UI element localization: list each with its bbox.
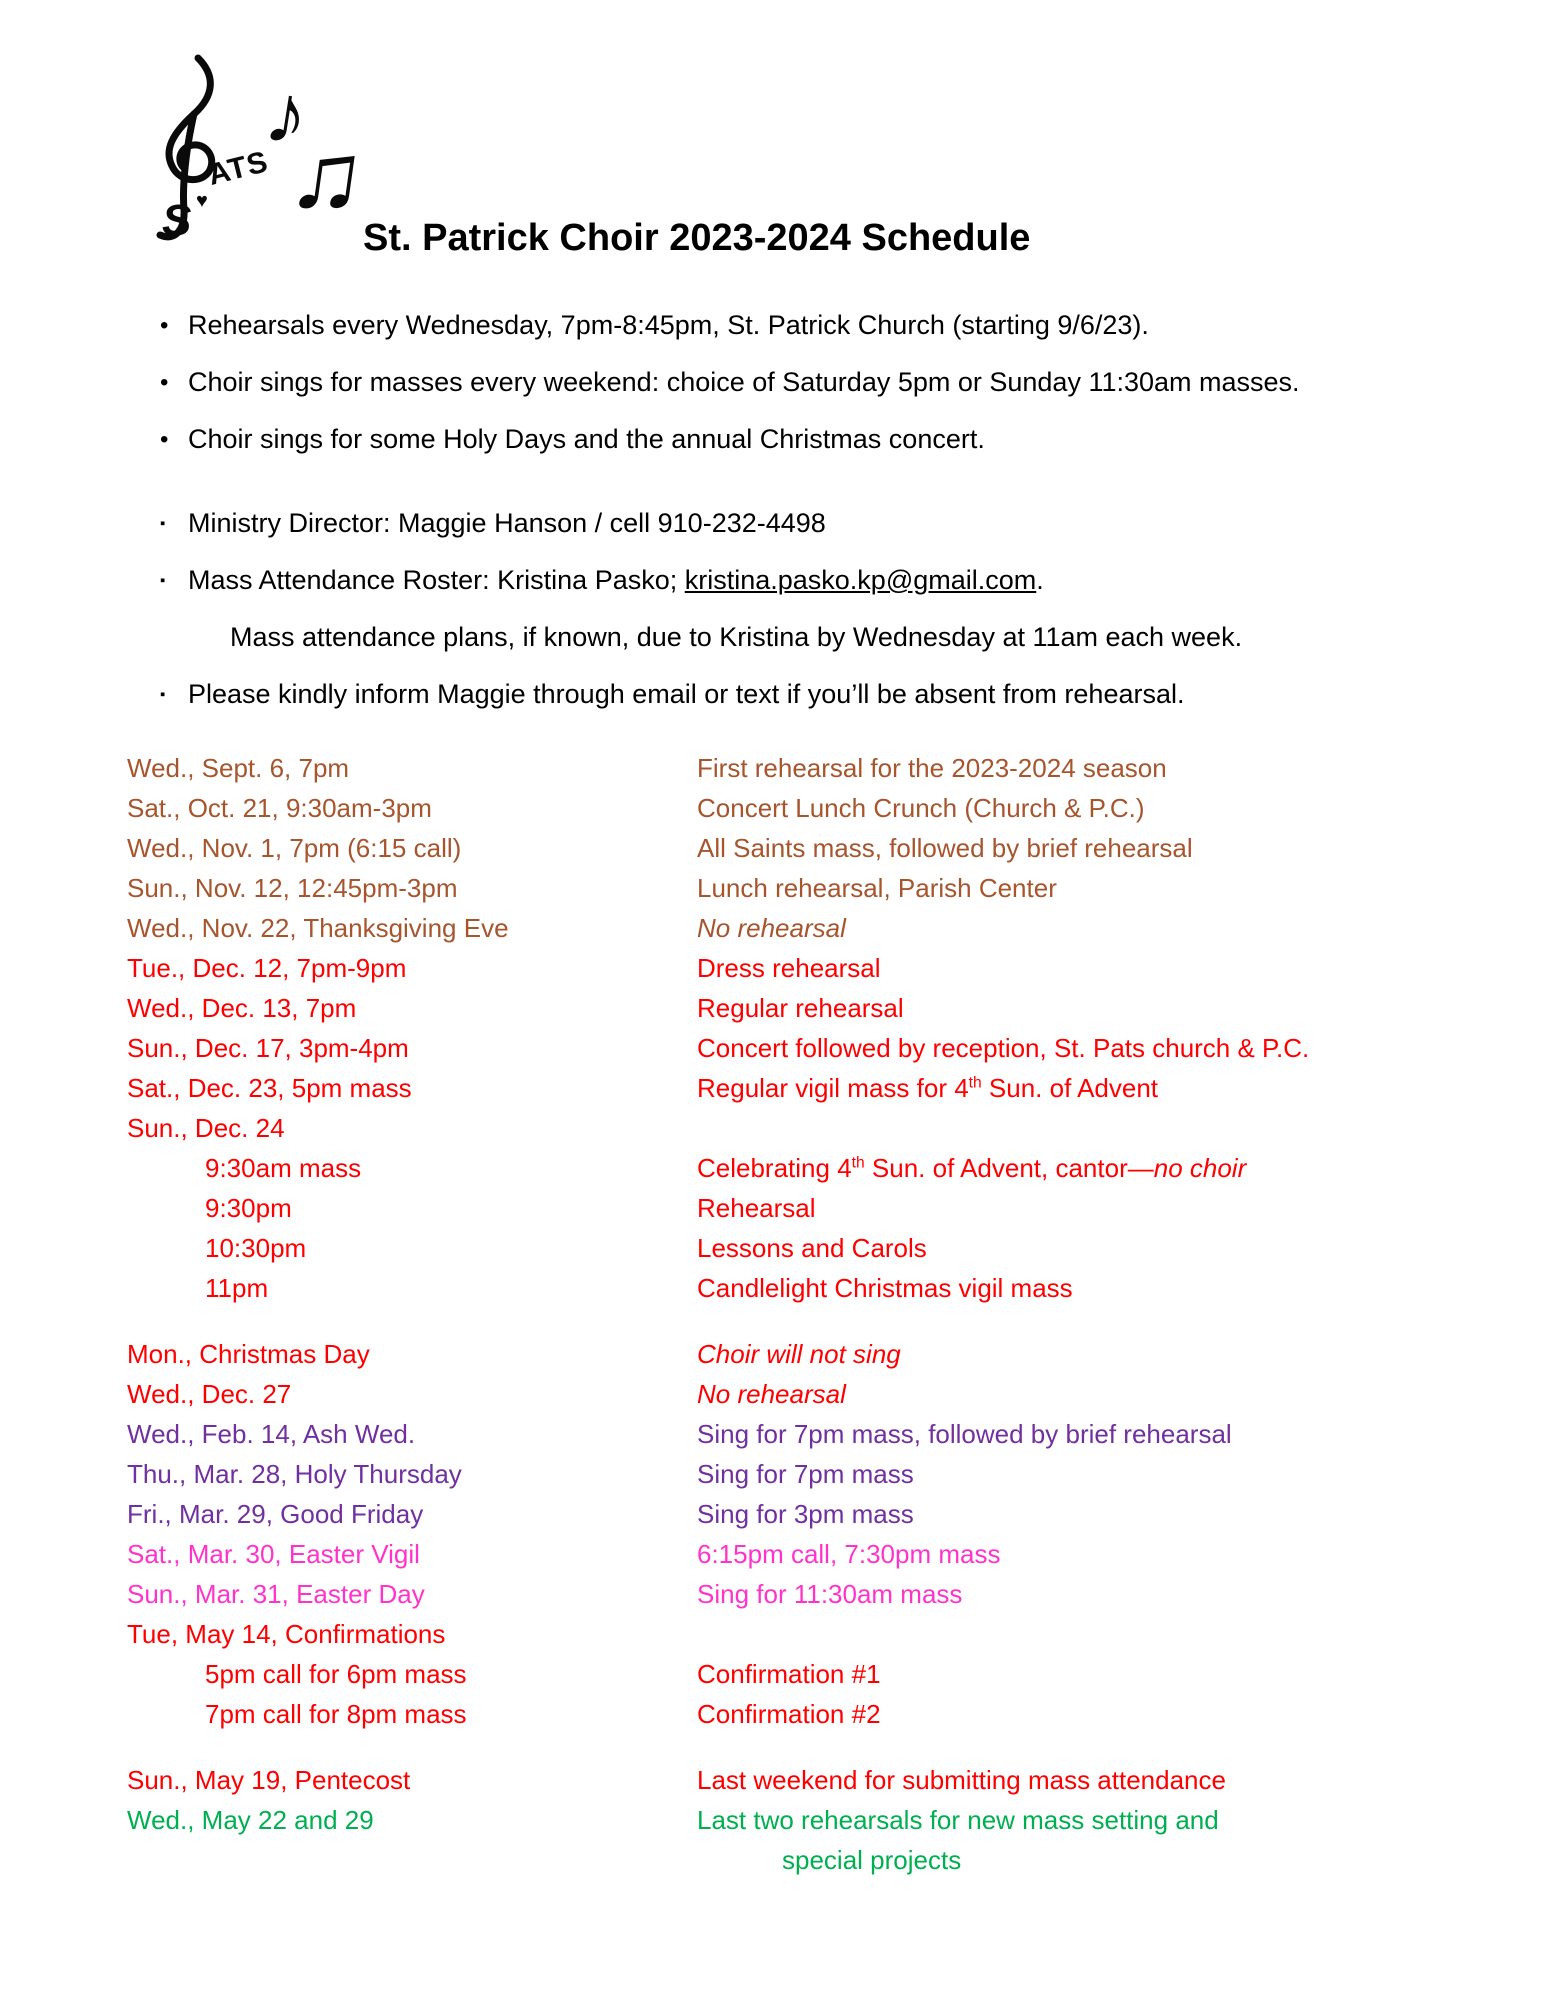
schedule-desc: Rehearsal bbox=[697, 1193, 816, 1223]
schedule-desc: Sing for 7pm mass bbox=[697, 1459, 914, 1489]
schedule-desc: Sing for 7pm mass, followed by brief rehearsal bbox=[697, 1419, 1232, 1449]
schedule-desc: Last two rehearsals for new mass setting and bbox=[697, 1805, 1219, 1835]
bullet-icon: • bbox=[160, 369, 169, 396]
list-item bbox=[160, 565, 1470, 596]
schedule-date: Wed., Nov. 22, Thanksgiving Eve bbox=[127, 913, 509, 943]
info-bullet-list bbox=[160, 508, 1470, 736]
schedule-desc bbox=[697, 1108, 1517, 1148]
schedule-desc: 6:15pm call, 7:30pm mass bbox=[697, 1539, 1001, 1569]
schedule-desc: Sing for 11:30am mass bbox=[697, 1579, 963, 1609]
schedule-desc: Lunch rehearsal, Parish Center bbox=[697, 873, 1057, 903]
schedule-row bbox=[127, 1654, 1517, 1694]
schedule-row bbox=[127, 788, 1517, 828]
schedule-row bbox=[127, 868, 1517, 908]
schedule-row bbox=[127, 1574, 1517, 1614]
schedule-desc: special projects bbox=[782, 1845, 962, 1875]
page-title: St. Patrick Choir 2023-2024 Schedule bbox=[363, 217, 1031, 260]
schedule-row bbox=[127, 1028, 1517, 1068]
schedule-desc: Candlelight Christmas vigil mass bbox=[697, 1273, 1073, 1303]
schedule-date: Tue., Dec. 12, 7pm-9pm bbox=[127, 953, 407, 983]
schedule-date: Sat., Oct. 21, 9:30am-3pm bbox=[127, 793, 432, 823]
schedule-date: Wed., Feb. 14, Ash Wed. bbox=[127, 1419, 416, 1449]
schedule-desc: Confirmation #1 bbox=[697, 1659, 881, 1689]
square-bullet-icon: ▪ bbox=[160, 686, 166, 703]
schedule-date: Sun., Dec. 24 bbox=[127, 1113, 285, 1143]
bullet-text: Rehearsals every Wednesday, 7pm-8:45pm, St. Patrick Church (starting 9/6/23). bbox=[188, 310, 1149, 340]
schedule-row bbox=[127, 1454, 1517, 1494]
eighth-note-icon: ♪ bbox=[258, 64, 316, 164]
schedule-date: Wed., Dec. 13, 7pm bbox=[127, 993, 357, 1023]
schedule-desc: First rehearsal for the 2023-2024 season bbox=[697, 753, 1167, 783]
schedule-desc: Sing for 3pm mass bbox=[697, 1499, 914, 1529]
schedule-desc: No rehearsal bbox=[697, 1379, 846, 1409]
bullet-text: Choir sings for masses every weekend: choice of Saturday 5pm or Sunday 11:30am masses. bbox=[188, 367, 1300, 397]
schedule-row bbox=[127, 908, 1517, 948]
attendance-note: Mass attendance plans, if known, due to Kristina by Wednesday at 11am each week. bbox=[230, 622, 1243, 652]
schedule-date: Fri., Mar. 29, Good Friday bbox=[127, 1499, 424, 1529]
schedule-date: Sun., Dec. 17, 3pm-4pm bbox=[127, 1033, 409, 1063]
schedule-row bbox=[127, 1228, 1517, 1268]
schedule-date: Mon., Christmas Day bbox=[127, 1339, 370, 1369]
schedule-date: Sat., Dec. 23, 5pm mass bbox=[127, 1073, 412, 1103]
logo-letter-s: S bbox=[162, 196, 192, 245]
schedule-desc: Regular vigil mass for 4th Sun. of Advent bbox=[697, 1073, 1159, 1103]
schedule-date: 5pm call for 6pm mass bbox=[205, 1659, 467, 1689]
schedule-date: Thu., Mar. 28, Holy Thursday bbox=[127, 1459, 462, 1489]
schedule-row bbox=[127, 1534, 1517, 1574]
schedule-desc: Choir will not sing bbox=[697, 1339, 901, 1369]
square-bullet-icon: ▪ bbox=[160, 572, 166, 589]
schedule-desc: Concert followed by reception, St. Pats church & P.C. bbox=[697, 1033, 1310, 1063]
list-item bbox=[160, 679, 1470, 710]
schedule-row bbox=[127, 1800, 1517, 1840]
bullet-icon: • bbox=[160, 312, 169, 339]
schedule-date: 10:30pm bbox=[205, 1233, 307, 1263]
schedule-date: 9:30am mass bbox=[205, 1153, 362, 1183]
bullet-text: Choir sings for some Holy Days and the annual Christmas concert. bbox=[188, 424, 985, 454]
schedule-desc: Celebrating 4th Sun. of Advent, cantor—no choir bbox=[697, 1153, 1247, 1183]
schedule-desc: Concert Lunch Crunch (Church & P.C.) bbox=[697, 793, 1145, 823]
schedule-row bbox=[127, 988, 1517, 1028]
schedule-row bbox=[127, 1694, 1517, 1734]
square-bullet-icon: ▪ bbox=[160, 515, 166, 532]
schedule-date: 11pm bbox=[205, 1273, 269, 1303]
list-item bbox=[160, 424, 1470, 455]
bullet-icon: • bbox=[160, 426, 169, 453]
schedule-desc: Lessons and Carols bbox=[697, 1233, 927, 1263]
reminder-text: Please kindly inform Maggie through email or text if you’ll be absent from rehearsal. bbox=[188, 679, 1185, 709]
schedule-date: Wed., Nov. 1, 7pm (6:15 call) bbox=[127, 833, 462, 863]
schedule-date: Wed., Sept. 6, 7pm bbox=[127, 753, 350, 783]
roster-before: Mass Attendance Roster: Kristina Pasko; bbox=[188, 565, 685, 595]
schedule-desc: Dress rehearsal bbox=[697, 953, 881, 983]
logo-letters-ats: ATS bbox=[204, 145, 272, 192]
schedule-date: Wed., May 22 and 29 bbox=[127, 1805, 374, 1835]
heart-icon: ♥ bbox=[196, 190, 208, 212]
schedule-row bbox=[127, 1414, 1517, 1454]
schedule-row bbox=[127, 1760, 1517, 1800]
schedule-row bbox=[127, 1494, 1517, 1534]
schedule-row bbox=[127, 1268, 1517, 1308]
schedule-row bbox=[127, 948, 1517, 988]
list-item bbox=[160, 508, 1470, 539]
director-text: Ministry Director: Maggie Hanson / cell 910-232-4498 bbox=[188, 508, 826, 538]
schedule-row bbox=[127, 1840, 1517, 1880]
schedule-date: Sat., Mar. 30, Easter Vigil bbox=[127, 1539, 420, 1569]
schedule-desc: All Saints mass, followed by brief rehearsal bbox=[697, 833, 1193, 863]
beamed-notes-icon: ♫ bbox=[282, 114, 373, 236]
roster-text bbox=[188, 565, 1044, 596]
schedule-desc: Regular rehearsal bbox=[697, 993, 904, 1023]
schedule-desc: Confirmation #2 bbox=[697, 1699, 881, 1729]
schedule-row bbox=[127, 1374, 1517, 1414]
schedule-desc bbox=[697, 1614, 1517, 1654]
schedule-desc: Last weekend for submitting mass attendance bbox=[697, 1765, 1226, 1795]
schedule-row bbox=[127, 1068, 1517, 1108]
list-item bbox=[160, 310, 1470, 341]
schedule-row bbox=[127, 748, 1517, 788]
intro-bullet-list bbox=[160, 310, 1470, 481]
list-item bbox=[160, 367, 1470, 398]
schedule-row bbox=[127, 1614, 1517, 1654]
schedule-date: 9:30pm bbox=[205, 1193, 292, 1223]
schedule bbox=[127, 748, 1517, 1880]
schedule-row bbox=[127, 1148, 1517, 1188]
schedule-date: Sun., Nov. 12, 12:45pm-3pm bbox=[127, 873, 458, 903]
roster-after: . bbox=[1036, 565, 1044, 595]
schedule-date: Tue, May 14, Confirmations bbox=[127, 1619, 446, 1649]
schedule-date: Wed., Dec. 27 bbox=[127, 1379, 292, 1409]
schedule-row bbox=[127, 1334, 1517, 1374]
email-link[interactable]: kristina.pasko.kp@gmail.com bbox=[684, 565, 1037, 595]
schedule-date: 7pm call for 8pm mass bbox=[205, 1699, 467, 1729]
schedule-date: Sun., Mar. 31, Easter Day bbox=[127, 1579, 425, 1609]
schedule-row bbox=[127, 1188, 1517, 1228]
schedule-row bbox=[127, 1108, 1517, 1148]
schedule-row bbox=[127, 828, 1517, 868]
schedule-desc: No rehearsal bbox=[697, 913, 846, 943]
schedule-date: Sun., May 19, Pentecost bbox=[127, 1765, 411, 1795]
